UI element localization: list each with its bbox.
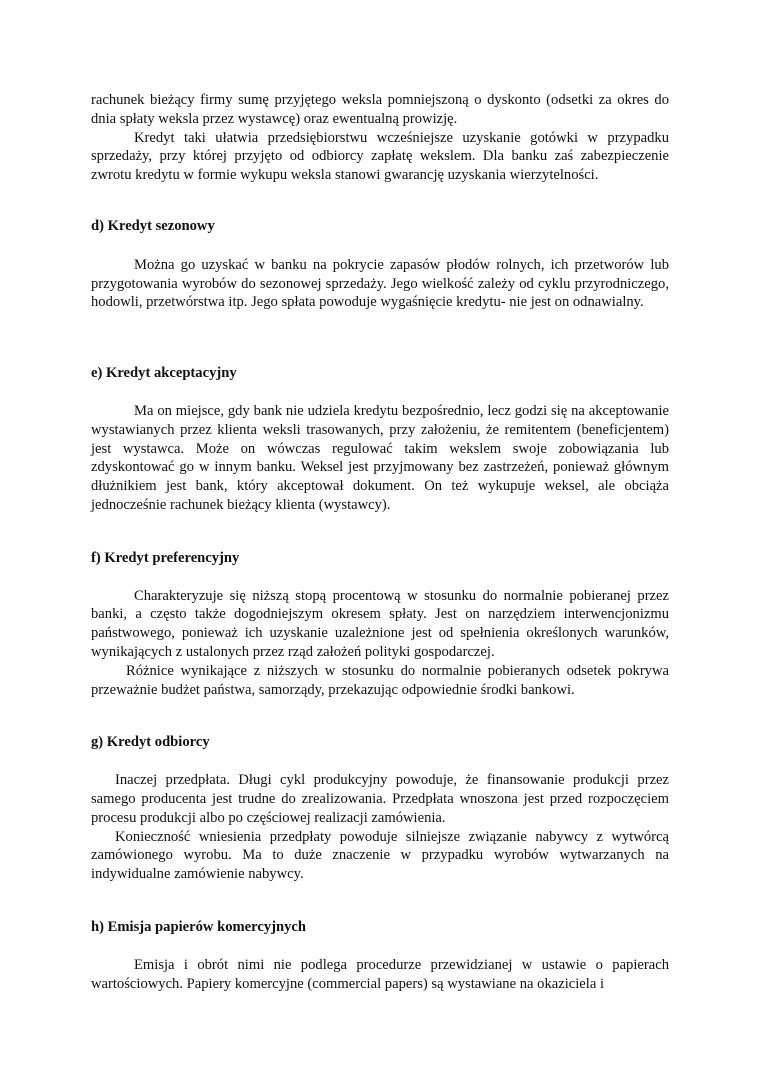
section-g-heading: g) Kredyt odbiorcy xyxy=(91,734,210,751)
section-d-paragraph: Można go uzyskać w banku na pokrycie zapasów płodów rolnych, ich przetworów lub przygotowania wyrobów do sezonowej sprzedaży. Jego wielkość zależy od cyklu przyrodniczego, hodowli, przetwórstwa itp. Jego spłata powoduje wygaśnięcie kredytu- nie jest on odnawialny. xyxy=(91,256,669,311)
section-e-heading: e) Kredyt akceptacyjny xyxy=(91,365,237,382)
section-d-heading: d) Kredyt sezonowy xyxy=(91,217,215,234)
intro-paragraph-1: rachunek bieżący firmy sumę przyjętego weksla pomniejszoną o dyskonto (odsetki za okres do dnia spłaty weksla przez wystawcę) oraz ewentualną prowizję. xyxy=(91,92,669,127)
section-h-paragraph: Emisja i obrót nimi nie podlega procedurze przewidzianej w ustawie o papierach wartościowych. Papiery komercyjne (commercial papers) są wystawiane na okaziciela i xyxy=(91,956,669,992)
section-f-heading: f) Kredyt preferencyjny xyxy=(91,549,240,566)
section-e-paragraph: Ma on miejsce, gdy bank nie udziela kredytu bezpośrednio, lecz godzi się na akceptowanie wystawianych przez klienta weksli trasowanych, przy założeniu, że remitentem (beneficjentem) jest wystawca. Może on wówczas regulować takim wekslem swoje zobowiązania lub zdyskontować go w innym banku. Weksel jest przyjmowany bez zastrzeżeń, ponieważ głównym dłużnikiem jest bank, który akceptował dokument. On też wykupuje weksel, ale obciąża jednocześnie rachunek bieżący klienta (wystawcy). xyxy=(91,402,669,513)
section-f-paragraph-1: Charakteryzuje się niższą stopą procentową w stosunku do normalnie pobieranej przez banki, a często także dogodniejszym okresem spłaty. Jest on narzędziem interwencjonizmu państwowego, ponieważ ich uzyskanie uzależnione jest od spełnienia określonych warunków, wynikających z ustalonych przez rząd założeń polityki gospodarczej. xyxy=(91,587,669,660)
section-h-heading: h) Emisja papierów komercyjnych xyxy=(91,918,306,935)
document-page xyxy=(91,91,669,993)
intro-paragraph-2: Kredyt taki ułatwia przedsiębiorstwu wcześniejsze uzyskanie gotówki w przypadku sprzedaży, przy której przyjęto od odbiorcy zapłatę wekslem. Dla banku zaś zabezpieczenie zwrotu kredytu w formie wykupu weksla stanowi gwarancję uzyskania wierzytelności. xyxy=(91,129,669,184)
section-f-paragraph-2: Różnice wynikające z niższych w stosunku do normalnie pobieranych odsetek pokrywa przeważnie budżet państwa, samorządy, przekazując odpowiednie środki bankowi. xyxy=(91,662,669,698)
section-g-paragraph-2: Konieczność wniesienia przedpłaty powoduje silniejsze związanie nabywcy z wytwórcą zamówionego wyrobu. Ma to duże znaczenie w przypadku wyrobów wytwarzanych na indywidualne zamówienie nabywcy. xyxy=(91,828,669,883)
section-g-paragraph-1: Inaczej przedpłata. Długi cykl produkcyjny powoduje, że finansowanie produkcji przez samego producenta jest trudne do zrealizowania. Przedpłata wnoszona jest przed rozpoczęciem procesu produkcji albo po częściowej realizacji zamówienia. xyxy=(91,772,669,826)
